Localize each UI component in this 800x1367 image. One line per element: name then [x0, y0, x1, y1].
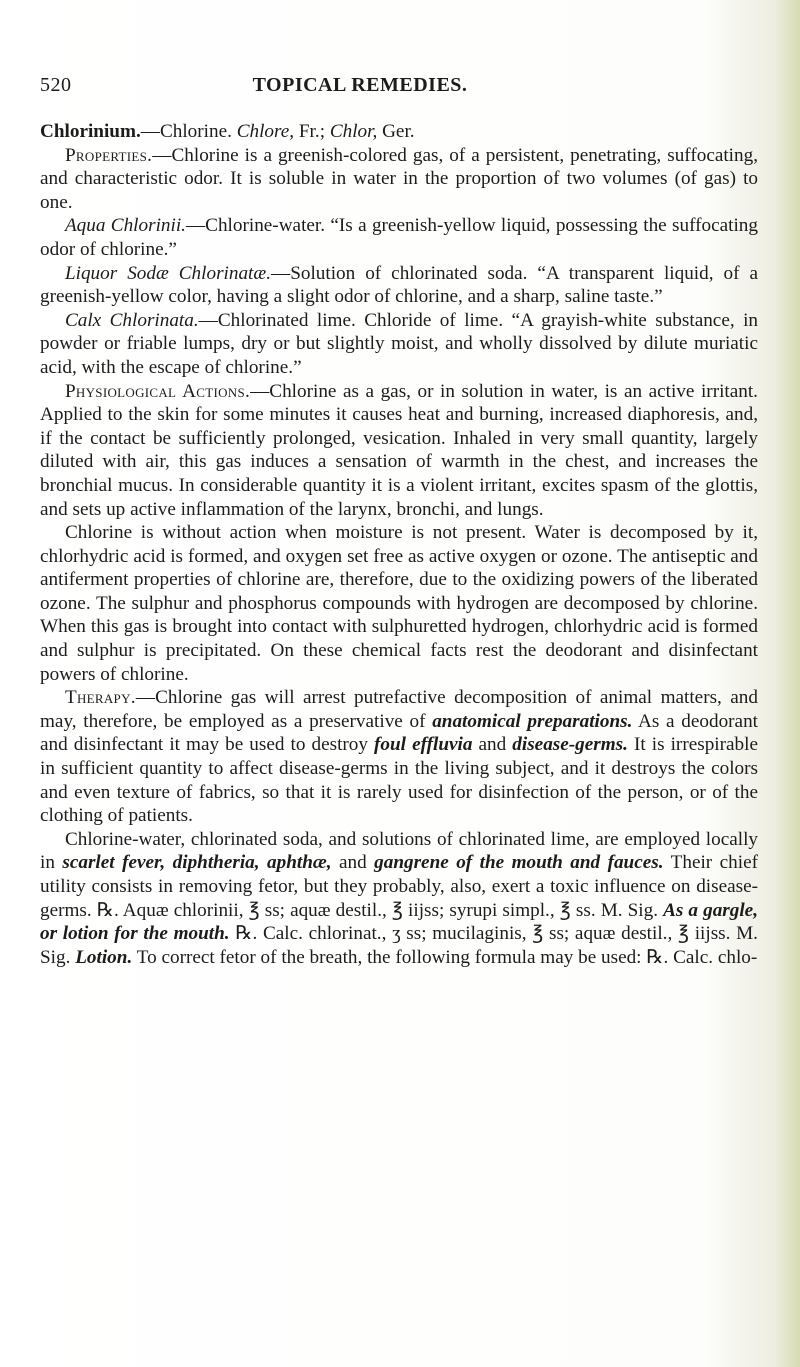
paragraph-text-segment: scarlet fever, diphtheria, aphthæ,: [62, 852, 332, 874]
paragraph-text-segment: As a gargle, or lotion for the mouth.: [40, 899, 758, 945]
paragraph-text-segment: gangrene of the mouth and fauces.: [374, 852, 664, 874]
paragraph-text-segment: Fr.;: [294, 121, 330, 142]
paragraph-text-segment: foul effluvia: [374, 734, 473, 756]
paragraph-text-segment: To correct fetor of the breath, the following formula may be used: ℞. Calc. chlo-: [132, 946, 758, 968]
body-text: [40, 120, 758, 969]
paragraph-properties: [40, 144, 758, 215]
paragraph-aqua-chlorinii: [40, 214, 758, 261]
paragraph-text-segment: ℞. Calc. chlorinat., ʒ ss; mucilaginis, ℥ ss; aquæ destil., ℥ iijss. M. Sig.: [40, 923, 758, 968]
paragraph-text-segment: Calx Chlorinata.: [64, 309, 199, 331]
paragraph-calx-chlorinata: [40, 309, 758, 380]
paragraph-text-segment: Chlor,: [329, 121, 378, 142]
paragraph-text-segment: disease-germs.: [512, 734, 628, 756]
paragraph-text-segment: Their chief utility consists in removing fetor, but they probably, also, exert a toxic influence on disease-germs. ℞. Aquæ chlorinii, ℥ ss; aquæ destil., ℥ iijss; syrupi simpl., ℥ ss. M. Sig.: [40, 852, 758, 921]
paragraph-text-segment: —Chlorinated lime. Chloride of lime. “A grayish-white substance, in powder or friable lumps, dry or but slightly moist, and wholly dissolved by dilute muriatic acid, with the escape of chlorine.”: [40, 309, 758, 378]
paragraph-text-segment: anatomical preparations.: [432, 710, 633, 732]
paragraph-text-segment: —Chlorine gas will arrest putrefactive decomposition of animal matters, and may, therefore, be employed as a preservative of: [40, 687, 758, 732]
paragraph-text-segment: —Chlorine is a greenish-colored gas, of a persistent, penetrating, suffocating, and characteristic odor. It is soluble in water in the proportion of two volumes (of gas) to one.: [40, 144, 758, 213]
paragraph-text-segment: Chlorine-water, chlorinated soda, and solutions of chlorinated lime, are employed locally in: [40, 828, 758, 874]
paragraph-physiological-actions: [40, 380, 758, 522]
paragraph-text-segment: Chlore,: [236, 121, 295, 142]
paragraph-without-moisture: [40, 521, 758, 686]
paragraph-text-segment: Chlorine is without action when moisture is not present. Water is decomposed by it, chlorhydric acid is formed, and oxygen set free as active oxygen or ozone. The antiseptic and antiferment properties of chlorine are, therefore, due to the oxidizing powers of the liberated ozone. The sulphur and phosphorus compounds with hydrogen are decomposed by chlorine. When this gas is brought into contact with sulphuretted hydrogen, chlorhydric acid is formed and sulphur is precipitated. On these chemical facts rest the deodorant and disinfectant powers of chlorine.: [40, 522, 758, 685]
paragraph-text-segment: —Chlorine as a gas, or in solution in water, is an active irritant. Applied to the skin for some minutes it causes heat and burning, increased diaphoresis, and, if the contact be sufficiently prolonged, vesication. Inhaled in very small quantity, largely diluted with air, this gas induces a sensation of warmth in the chest, and increases the bronchial mucus. In considerable quantity it is a violent irritant, excites spasm of the glottis, and sets up active inflammation of the larynx, bronchi, and lungs.: [40, 380, 758, 520]
paragraph-text-segment: It is irrespirable in sufficient quantity to affect disease-germs in the living subject, and it destroys the colors and even texture of fabrics, so that it is rarely used for disinfection of the person, or of the clothing of patients.: [40, 734, 758, 827]
paragraph-text-segment: Physiological Actions.: [64, 380, 251, 402]
paragraph-therapy: [40, 686, 758, 828]
paragraph-text-segment: Ger.: [377, 121, 415, 142]
paragraph-text-segment: Therapy.: [64, 687, 136, 709]
page-number: 520: [40, 74, 72, 96]
paragraph-text-segment: —Solution of chlorinated soda. “A transparent liquid, of a greenish-yellow color, having a slight odor of chlorine, and a sharp, saline taste.”: [40, 262, 759, 308]
paragraph-text-segment: and: [472, 734, 513, 756]
paragraph-text-segment: Liquor Sodæ Chlorinatæ.: [64, 262, 271, 284]
running-title: TOPICAL REMEDIES.: [252, 74, 468, 96]
page-edge-shading: [774, 0, 800, 1367]
paragraph-text-segment: Lotion.: [75, 946, 133, 968]
paragraph-liquor-sodae: [40, 262, 758, 309]
paragraph-text-segment: As a deodorant and disinfectant it may be used to destroy: [40, 710, 758, 756]
paragraph-chlorine-water: [40, 828, 758, 970]
paragraph-text-segment: and: [331, 852, 375, 874]
paragraph-text-segment: Chlorinium.: [40, 121, 141, 142]
paragraph-text-segment: Properties.: [64, 144, 153, 166]
paragraph-text-segment: Aqua Chlorinii.: [64, 215, 186, 237]
paragraph-text-segment: —Chlorine.: [140, 121, 237, 142]
paragraph-text-segment: —Chlorine-water. “Is a greenish-yellow liquid, possessing the suffocating odor of chlorine.”: [40, 215, 758, 260]
paragraph-chlorinium: [40, 120, 758, 144]
page-header: [40, 74, 756, 104]
